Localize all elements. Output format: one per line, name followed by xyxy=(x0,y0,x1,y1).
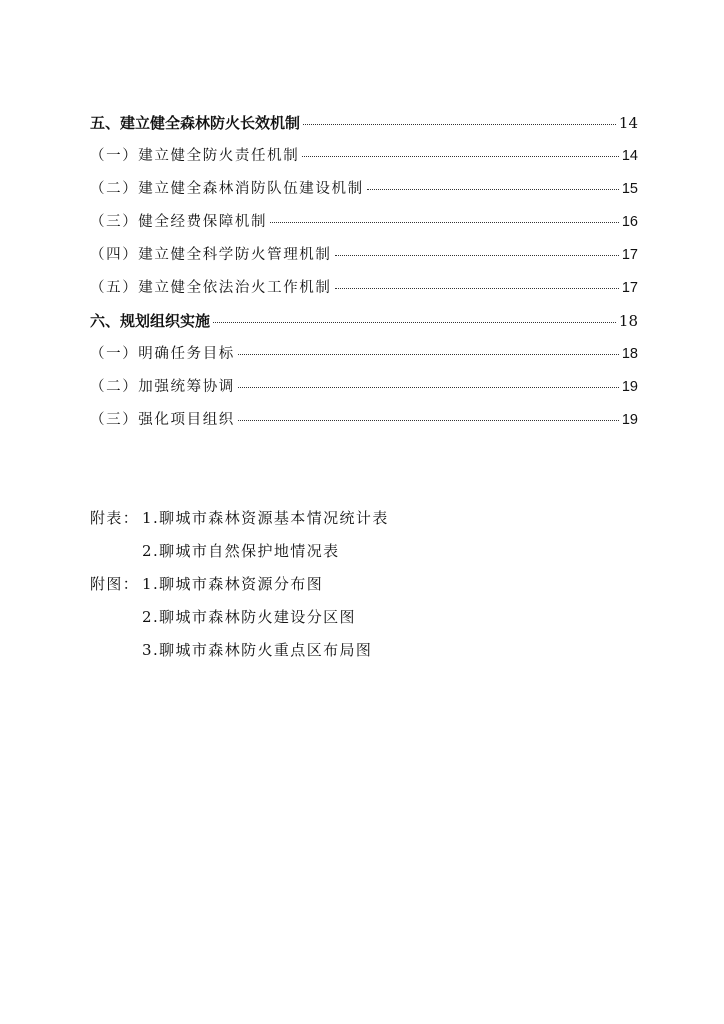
toc-entry-page: 18 xyxy=(621,346,638,362)
appendix-table-item xyxy=(90,506,638,539)
dot-leader xyxy=(335,288,619,289)
toc-entry-title: （三）强化项目组织 xyxy=(90,412,235,428)
toc-entry-5-1[interactable] xyxy=(90,145,638,178)
toc-entry-6-1[interactable] xyxy=(90,343,638,376)
toc-entry-title: （一）明确任务目标 xyxy=(90,346,235,362)
appendix-figure-title: 1.聊城市森林资源分布图 xyxy=(142,575,324,593)
dot-leader xyxy=(238,387,619,388)
dot-leader xyxy=(302,156,619,157)
toc-entry-6-2[interactable] xyxy=(90,376,638,409)
table-of-contents xyxy=(90,112,638,442)
toc-entry-page: 19 xyxy=(621,412,638,428)
toc-entry-title: 五、建立健全森林防火长效机制 xyxy=(90,114,301,132)
toc-entry-page: 19 xyxy=(621,379,638,395)
appendix-figure-item xyxy=(90,638,638,671)
toc-entry-page: 15 xyxy=(621,181,638,197)
toc-entry-page: 14 xyxy=(618,114,638,132)
appendix-table-title: 2.聊城市自然保护地情况表 xyxy=(142,542,340,560)
toc-entry-section-6[interactable] xyxy=(90,310,638,343)
toc-entry-title: （一）建立健全防火责任机制 xyxy=(90,148,300,164)
dot-leader xyxy=(238,420,619,421)
toc-entry-title: （五）建立健全依法治火工作机制 xyxy=(90,280,332,296)
appendix-tables-label: 附表： xyxy=(90,509,140,527)
toc-entry-page: 17 xyxy=(621,280,638,296)
toc-entry-5-5[interactable] xyxy=(90,277,638,310)
toc-entry-5-4[interactable] xyxy=(90,244,638,277)
dot-leader xyxy=(213,322,616,323)
toc-entry-page: 16 xyxy=(621,214,638,230)
appendix-table-title: 1.聊城市森林资源基本情况统计表 xyxy=(142,509,389,527)
dot-leader xyxy=(303,124,616,125)
toc-entry-5-3[interactable] xyxy=(90,211,638,244)
toc-entry-title: （四）建立健全科学防火管理机制 xyxy=(90,247,332,263)
dot-leader xyxy=(367,189,619,190)
dot-leader xyxy=(270,222,619,223)
toc-entry-title: （二）加强统筹协调 xyxy=(90,379,235,395)
toc-entry-page: 14 xyxy=(621,148,638,164)
appendix-figure-item xyxy=(90,572,638,605)
dot-leader xyxy=(335,255,619,256)
toc-entry-section-5[interactable] xyxy=(90,112,638,145)
appendix-figure-title: 3.聊城市森林防火重点区布局图 xyxy=(142,641,373,659)
toc-entry-title: （三）健全经费保障机制 xyxy=(90,214,268,230)
toc-entry-6-3[interactable] xyxy=(90,409,638,442)
appendix-table-item xyxy=(90,539,638,572)
toc-entry-5-2[interactable] xyxy=(90,178,638,211)
appendix-list xyxy=(90,506,638,671)
toc-entry-title: （二）建立健全森林消防队伍建设机制 xyxy=(90,181,364,197)
toc-entry-page: 18 xyxy=(618,312,638,330)
toc-entry-page: 17 xyxy=(621,247,638,263)
appendix-figures-label: 附图： xyxy=(90,575,140,593)
dot-leader xyxy=(238,354,619,355)
toc-entry-title: 六、规划组织实施 xyxy=(90,312,211,330)
appendix-figure-item xyxy=(90,605,638,638)
appendix-figure-title: 2.聊城市森林防火建设分区图 xyxy=(142,608,356,626)
